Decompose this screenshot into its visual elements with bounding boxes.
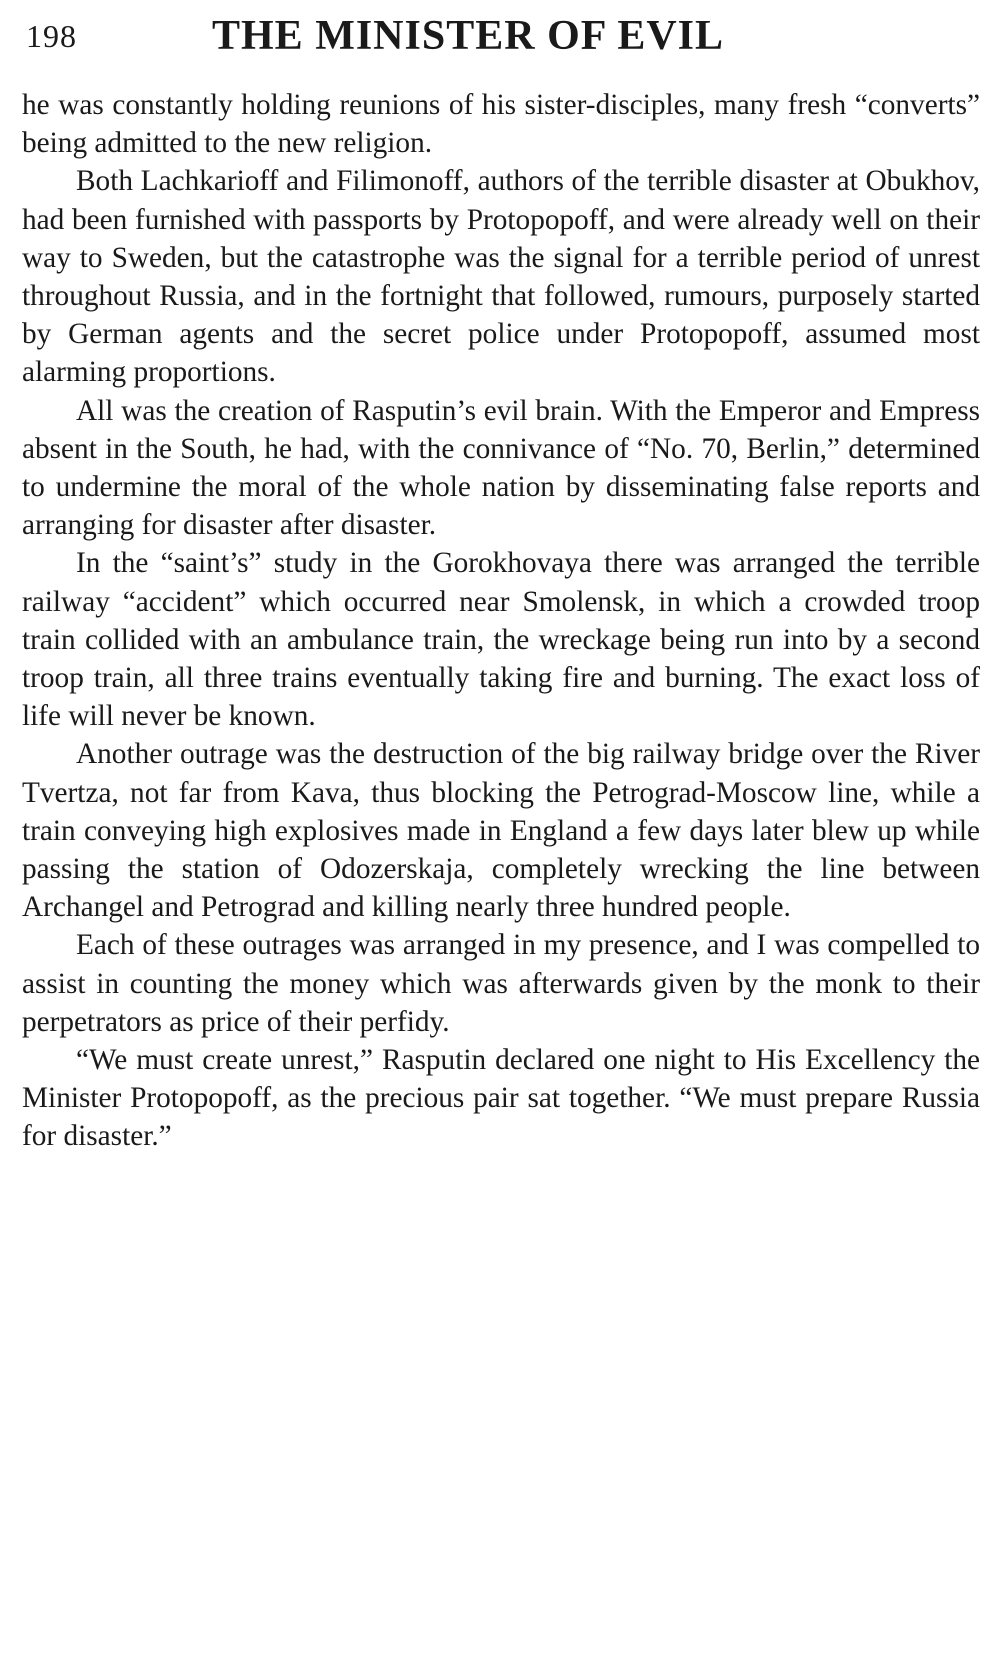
paragraph-rasputin-brain: All was the creation of Rasputin’s evil brain. With the Emperor and Empress absent in the South, he had, with the connivance of “No. 70, Berlin,” determined to undermine the moral of the whole nation by disseminating false reports and arranging for disaster after disaster.	[22, 394, 980, 542]
paragraph-smolensk-accident: In the “saint’s” study in the Gorokhovaya there was arranged the terrible railway “accident” which occurred near Smolensk, in which a crowded troop train collided with an ambulance train, the wreckage being run into by a second troop train, all three trains eventually taking fire and burning. The exact loss of life will never be known.	[22, 547, 980, 733]
body-text	[22, 86, 980, 1156]
paragraph-outrages-presence: Each of these outrages was arranged in my presence, and I was compelled to assist in counting the money which was afterwards given by the monk to their perpetrators as price of their perfidy.	[22, 929, 980, 1038]
book-page	[22, 10, 980, 1156]
book-title: THE MINISTER OF EVIL	[212, 13, 725, 59]
running-head	[22, 10, 980, 72]
paragraph-tvertza-bridge: Another outrage was the destruction of the big railway bridge over the River Tvertza, not far from Kava, thus blocking the Petrograd-Moscow line, while a train conveying high explosives made in England a few days later blew up while passing the station of Odozerskaja, completely wrecking the line between Archangel and Petrograd and killing nearly three hundred people.	[22, 738, 980, 924]
paragraph-continued: he was constantly holding reunions of his sister-disciples, many fresh “converts” being admitted to the new religion.	[22, 89, 980, 160]
paragraph-lachkarioff: Both Lachkarioff and Filimonoff, authors of the terrible disaster at Obukhov, had been furnished with passports by Protopopoff, and were already well on their way to Sweden, but the catastrophe was the signal for a terrible period of unrest throughout Russia, and in the fortnight that followed, rumours, purposely started by German agents and the secret police under Protopopoff, assumed most alarming proportions.	[22, 165, 980, 389]
paragraph-create-unrest: “We must create unrest,” Rasputin declared one night to His Excellency the Minister Protopopoff, as the precious pair sat together. “We must prepare Russia for disaster.”	[22, 1044, 980, 1153]
page-number: 198	[26, 18, 77, 54]
